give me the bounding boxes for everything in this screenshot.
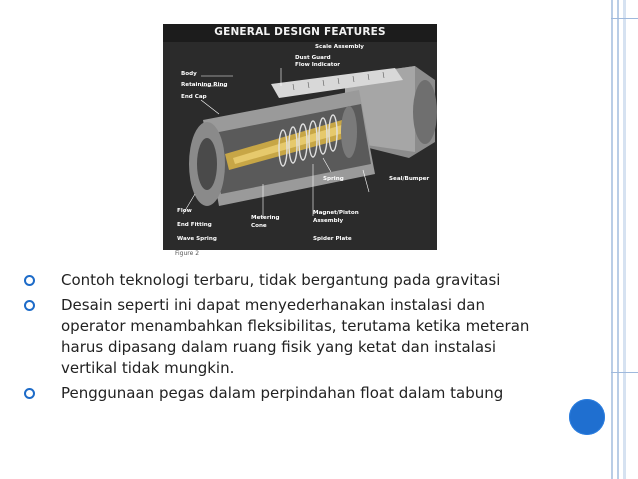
figure-label: Metering — [251, 215, 280, 221]
flowmeter-figure — [163, 24, 437, 250]
figure-title: GENERAL DESIGN FEATURES — [214, 26, 386, 38]
figure-label: Assembly — [313, 218, 344, 224]
bullet-item — [24, 270, 604, 291]
figure-label: Wave Spring — [177, 236, 217, 242]
figure-label: Seal/Bumper — [389, 176, 430, 182]
right-border-line — [611, 0, 613, 479]
right-border-rule — [611, 372, 638, 373]
figure-label: Body — [181, 71, 197, 77]
right-border-rule — [611, 18, 638, 19]
figure-label: End Fitting — [177, 222, 212, 228]
right-border-line — [623, 0, 626, 479]
hollow-circle-bullet-icon — [24, 388, 35, 399]
figure-label: Dust Guard — [295, 55, 331, 61]
figure-label: Cone — [251, 223, 267, 229]
bullet-item — [24, 383, 604, 404]
figure-label: Flow — [177, 208, 192, 214]
figure-caption: Figure 2 — [175, 250, 200, 257]
bullet-text: Contoh teknologi terbaru, tidak bergantung pada gravitasi — [61, 271, 501, 289]
bullet-list — [24, 270, 604, 408]
bullet-text: operator menambahkan fleksibilitas, terutama ketika meteran — [61, 317, 530, 335]
bullet-text: Penggunaan pegas dalam perpindahan float dalam tabung — [61, 384, 504, 402]
figure-label: Flow Indicator — [295, 62, 341, 68]
hollow-circle-bullet-icon — [24, 300, 35, 311]
figure-label: Scale Assembly — [315, 44, 364, 50]
figure-label: Spider Plate — [313, 236, 352, 242]
figure-label: Spring — [323, 176, 344, 182]
bullet-text: vertikal tidak mungkin. — [61, 359, 235, 377]
figure-label: Magnet/Piston — [313, 210, 359, 216]
figure-label: End Cap — [181, 94, 207, 100]
figure-label: Retaining Ring — [181, 82, 228, 88]
right-border-line — [617, 0, 619, 479]
blue-circle-decoration — [569, 399, 605, 435]
bullet-text: harus dipasang dalam ruang fisik yang ketat dan instalasi — [61, 338, 497, 356]
bullet-text: Desain seperti ini dapat menyederhanakan instalasi dan — [61, 296, 485, 314]
hollow-circle-bullet-icon — [24, 275, 35, 286]
bullet-item — [24, 295, 604, 379]
